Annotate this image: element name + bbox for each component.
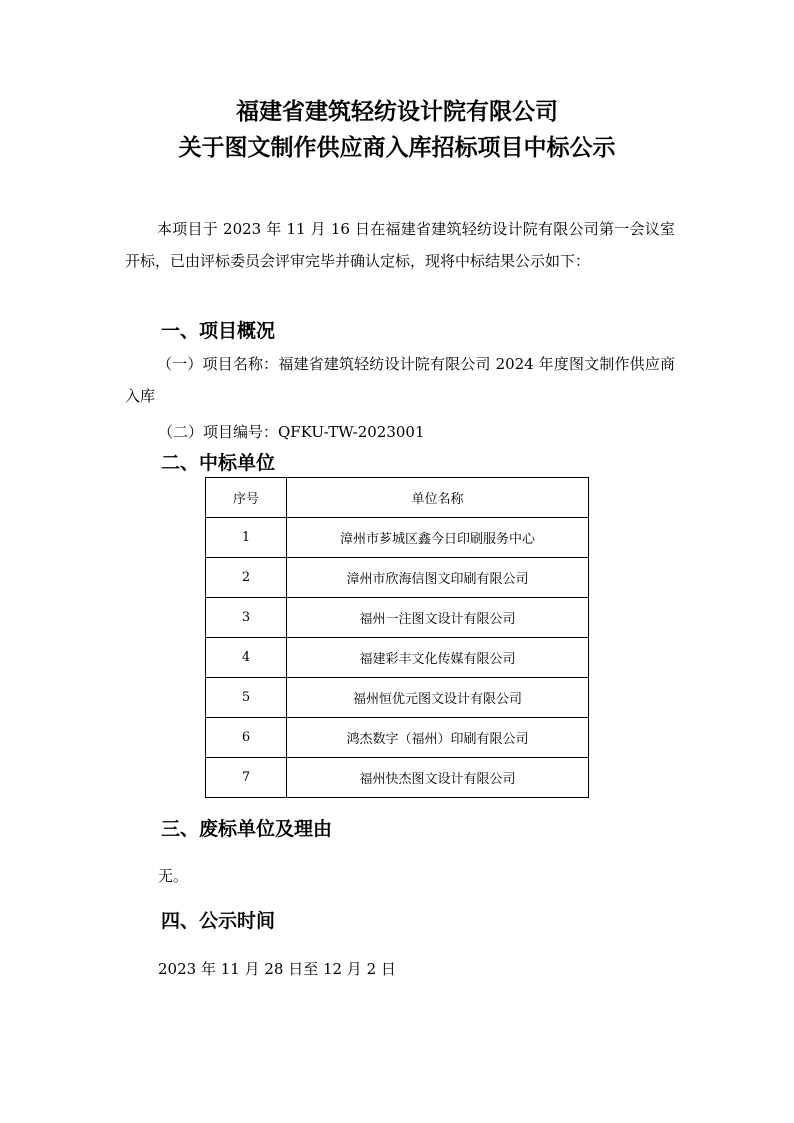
intro-paragraph [125,213,675,277]
row-index: 4 [206,638,287,678]
document-title-line1: 福建省建筑轻纺设计院有限公司 [236,99,558,125]
section2-heading: 二、中标单位 [161,452,276,474]
row-company: 福州快杰图文设计有限公司 [287,758,589,798]
table-row [206,518,589,558]
row-index: 5 [206,678,287,718]
intro-text: 本项目于 2023 年 11 月 16 日在福建省建筑轻纺设计院有限公司第一会议室开标，已由评标委员会评审完毕并确认定标，现将中标结果公示如下： [125,220,675,270]
document-title-line2: 关于图文制作供应商入库招标项目中标公示 [178,135,616,161]
row-index: 3 [206,598,287,638]
row-company: 鸿杰数字（福州）印刷有限公司 [287,718,589,758]
row-index: 1 [206,518,287,558]
table-row [206,558,589,598]
row-index: 2 [206,558,287,598]
project-name-text: （一）项目名称：福建省建筑轻纺设计院有限公司 2024 年度图文制作供应商入库 [125,355,675,405]
row-company: 漳州市芗城区鑫今日印刷服务中心 [287,518,589,558]
table-header-company: 单位名称 [287,478,589,518]
section3-heading: 三、废标单位及理由 [161,818,333,840]
table-header-index: 序号 [206,478,287,518]
row-company: 福州一注图文设计有限公司 [287,598,589,638]
row-index: 6 [206,718,287,758]
row-company: 福建彩丰文化传媒有限公司 [287,638,589,678]
table-row [206,758,589,798]
table-row [206,638,589,678]
section1-heading: 一、项目概况 [161,320,276,342]
section3-content: 无。 [158,867,189,885]
table-row [206,718,589,758]
project-name-paragraph [125,348,675,412]
row-company: 漳州市欣海信图文印刷有限公司 [287,558,589,598]
row-index: 7 [206,758,287,798]
table-header-row [206,478,589,518]
section4-content: 2023 年 11 月 28 日至 12 月 2 日 [158,960,396,978]
project-code-text: （二）项目编号：QFKU-TW-2023001 [158,423,425,441]
table-row [206,598,589,638]
winning-bidders-table [205,477,589,798]
section4-heading: 四、公示时间 [161,910,276,932]
table-row [206,678,589,718]
row-company: 福州恒优元图文设计有限公司 [287,678,589,718]
